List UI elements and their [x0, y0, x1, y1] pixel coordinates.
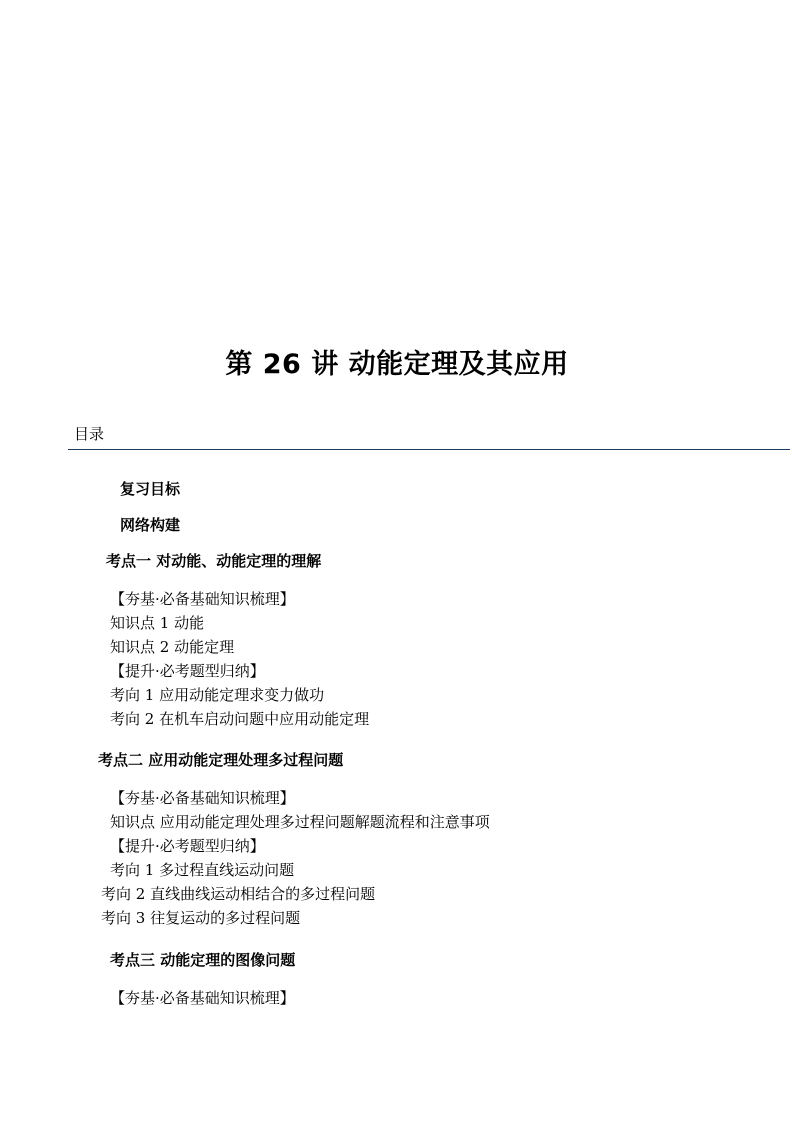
toc-item-review-goals[interactable]: 复习目标: [120, 480, 181, 498]
toc-item-point3-basics[interactable]: 【夯基·必备基础知识梳理】: [110, 989, 295, 1007]
toc-item-point1-improve[interactable]: 【提升·必考题型归纳】: [110, 662, 265, 680]
toc-item-point2-d3[interactable]: 考向 3 往复运动的多过程问题: [101, 909, 301, 927]
toc-heading-point1[interactable]: 考点一 对动能、动能定理的理解: [106, 552, 322, 570]
toc-heading-point2[interactable]: 考点二 应用动能定理处理多过程问题: [98, 751, 344, 769]
toc-item-point1-basics[interactable]: 【夯基·必备基础知识梳理】: [110, 590, 295, 608]
toc-item-point1-k1[interactable]: 知识点 1 动能: [110, 614, 205, 632]
toc-item-point1-k2[interactable]: 知识点 2 动能定理: [110, 638, 235, 656]
toc-item-point2-d2[interactable]: 考向 2 直线曲线运动相结合的多过程问题: [101, 885, 376, 903]
page-title: 第 26 讲 动能定理及其应用: [225, 349, 569, 380]
toc-item-point2-k1[interactable]: 知识点 应用动能定理处理多过程问题解题流程和注意事项: [110, 813, 490, 831]
toc-item-point2-basics[interactable]: 【夯基·必备基础知识梳理】: [110, 789, 295, 807]
toc-item-point2-improve[interactable]: 【提升·必考题型归纳】: [110, 837, 265, 855]
toc-divider: [68, 449, 790, 450]
toc-item-point2-d1[interactable]: 考向 1 多过程直线运动问题: [110, 861, 295, 879]
toc-heading-point3[interactable]: 考点三 动能定理的图像问题: [110, 951, 296, 969]
toc-item-point1-d2[interactable]: 考向 2 在机车启动问题中应用动能定理: [110, 710, 370, 728]
toc-item-network[interactable]: 网络构建: [120, 516, 181, 534]
toc-item-point1-d1[interactable]: 考向 1 应用动能定理求变力做功: [110, 686, 325, 704]
toc-label: 目录: [74, 425, 105, 443]
